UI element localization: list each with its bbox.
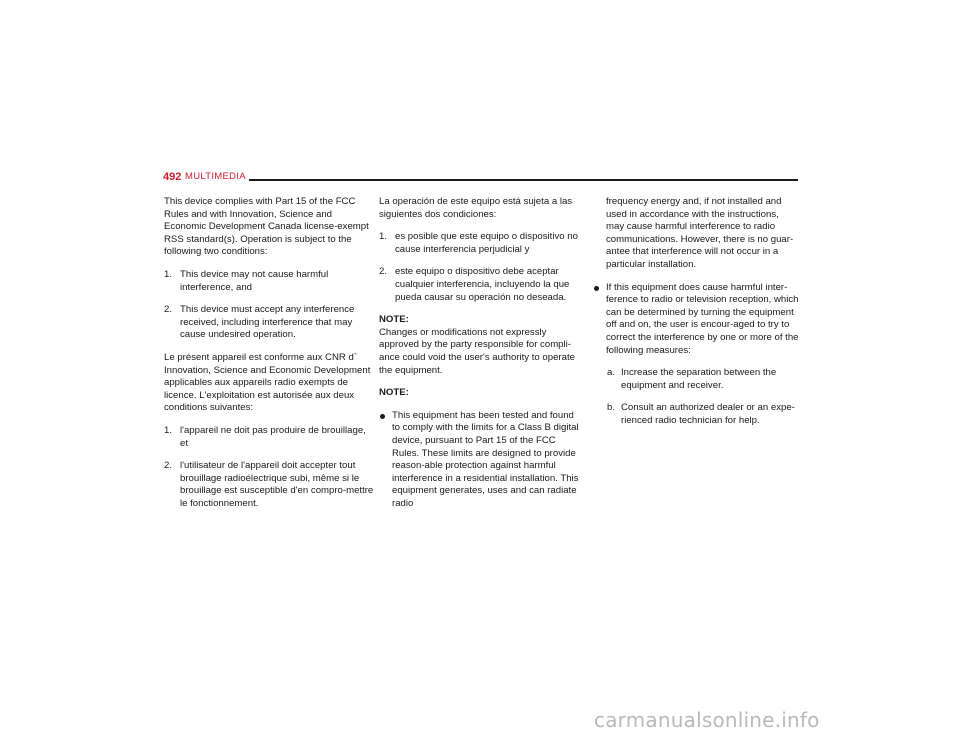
item-text: This device may not cause harmful interference, and [180,268,329,293]
item-number: 2. [164,304,173,316]
column-left [164,196,374,520]
item-number: 1. [164,424,173,436]
section-title: MULTIMEDIA [185,171,246,182]
list-item [164,460,374,510]
item-text: This device must accept any interference received, including interference that may cause undesired operation. [180,304,355,341]
bullet-icon [380,414,385,419]
page-number: 492 [163,171,182,183]
sub-item-letter: b. [607,402,616,414]
item-text: l'utilisateur de l'appareil doit accepter tout brouillage radioélectrique subi, même si le brouillage est susceptible d'en compro-mettre le fonctionnement. [180,460,374,509]
note-block [379,314,584,377]
bullet-item [593,282,799,358]
bullet-text: This equipment has been tested and found to comply with the limits for a Class B digital device, pursuant to Part 15 of the FCC Rules. These limits are designed to provide reason-able protection against harmful interference in a residential installation. This equipment generates, uses and can radiate radio [392,409,579,509]
column-right [593,196,799,438]
sub-item [593,402,799,427]
french-intro: Le présent appareil est conforme aux CNR d` Innovation, Science and Economic Development applicables aux appareils radio exempts de licence. L'exploitation est autorisée aux deux conditions suivantes: [164,351,371,414]
item-number: 1. [379,231,388,243]
watermark: carmanualsonline.info [594,708,820,732]
column-middle [379,196,584,520]
sub-item [593,367,799,392]
spanish-intro: La operación de este equipo está sujeta a las siguientes dos condiciones: [379,196,573,220]
item-number: 2. [164,460,173,472]
header-rule [249,179,798,181]
list-item [164,304,374,342]
fcc-intro: This device complies with Part 15 of the FCC Rules and with Innovation, Science and Economic Development Canada license-exempt RSS standard(s). Operation is subject to the following two conditions: [164,196,369,258]
bullet-text: If this equipment does cause harmful inter-ference to radio or television reception, which can be determined by turning the equipment off and on, the user is encour-aged to try to correct the interference by one or more of the following measures: [606,281,799,356]
item-text: es posible que este equipo o dispositivo no cause interferencia perjudicial y [395,231,578,255]
item-text: este equipo o dispositivo debe aceptar cualquier interferencia, incluyendo la que pueda causar su operación no deseada. [395,266,570,303]
note-label: NOTE: [379,314,409,326]
list-item [164,425,374,450]
sub-item-letter: a. [607,367,616,379]
sub-item-text: Increase the separation between the equipment and receiver. [621,367,777,391]
bullet-icon [594,286,599,291]
sub-item-text: Consult an authorized dealer or an expe-rienced radio technician for help. [621,402,795,426]
page-header [163,170,798,184]
note-text: Changes or modifications not expressly approved by the party responsible for compli-ance could void the user's authority to operate the equipment. [379,326,575,376]
item-number: 2. [379,266,388,278]
bullet-item [379,410,584,511]
list-item [164,269,374,294]
list-item [379,266,584,304]
list-item [379,231,584,256]
bullet-continuation: frequency energy and, if not installed and used in accordance with the instructions, may cause harmful interference to radio communications. However, there is no guar-antee that interference will not occur in a particular installation. [606,196,794,270]
item-number: 1. [164,268,173,280]
item-text: l'appareil ne doit pas produire de brouillage, et [180,424,366,449]
note-label: NOTE: [379,387,409,399]
